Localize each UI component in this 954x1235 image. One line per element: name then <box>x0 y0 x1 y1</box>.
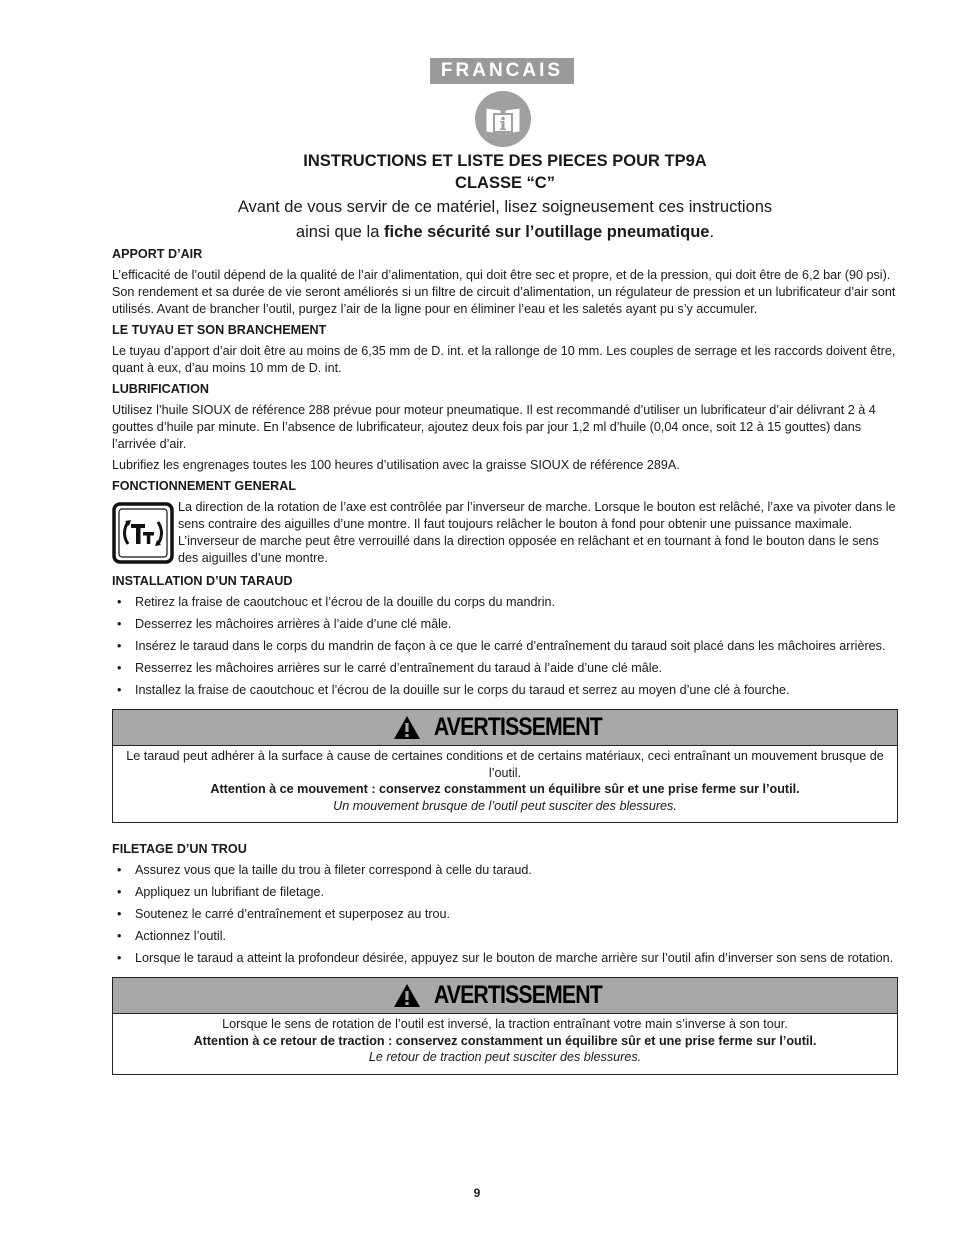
language-banner: FRANCAIS <box>430 58 574 84</box>
warning-triangle-icon <box>393 983 421 1008</box>
section-text: Le tuyau d’apport d’air doit être au moins de 6,35 mm de D. int. et la rallonge de 10 mm. Les couples de serrage et les raccords doivent être, quant à eux, d’au moins 10 mm de D. int. <box>112 344 896 375</box>
section-heading: LE TUYAU ET SON BRANCHEMENT <box>112 323 327 337</box>
document-class: CLASSE “C” <box>455 174 555 192</box>
section-heading: INSTALLATION D’UN TARAUD <box>112 574 293 588</box>
warning-title: AVERTISSEMENT <box>433 713 603 741</box>
list-item: • Assurez vous que la taille du trou à fileter correspond à celle du taraud. <box>117 863 532 877</box>
list-item: • Installez la fraise de caoutchouc et l’écrou de la douille sur le corps du taraud et serrez au moyen d’une clé à fourche. <box>117 683 790 697</box>
section-text: Utilisez l’huile SIOUX de référence 288 prévue pour moteur pneumatique. Il est recommandé d’utiliser un lubrificateur d’air délivrant 2 à 4 gouttes d’huile par minute. En l’absence de lubrificateur, ajoutez deux fois par jour 1,2 ml d’huile (0,04 once, soit 12 à 15 gouttes) dans l’arrivée d’air. <box>112 403 876 451</box>
warning-box-sudden-movement <box>112 709 898 823</box>
warning-body <box>113 746 897 822</box>
warning-title: AVERTISSEMENT <box>433 981 603 1009</box>
section-air-supply <box>112 246 898 318</box>
safety-sheet-reference: fiche sécurité sur l’outillage pneumatique <box>383 223 710 241</box>
warning-header <box>113 710 897 746</box>
list-item: • Soutenez le carré d’entraînement et superposez au trou. <box>117 907 451 921</box>
warning-triangle-icon <box>393 715 421 740</box>
list-item: • Retirez la fraise de caoutchouc et l’écrou de la douille du corps du mandrin. <box>117 595 556 609</box>
list-item: • Resserrez les mâchoires arrières sur le carré d’entraînement du taraud à l’aide d’une clé mâle. <box>117 661 663 675</box>
warning-body <box>113 1014 897 1074</box>
warning-consequence: Le retour de traction peut susciter des blessures. <box>368 1050 642 1064</box>
warning-header <box>113 978 897 1014</box>
warning-caution: Attention à ce mouvement : conservez constamment un équilibre sûr et une prise ferme sur l’outil. <box>210 782 800 796</box>
page-number: 9 <box>473 1186 481 1200</box>
warning-text: Lorsque le sens de rotation de l’outil est inversé, la traction entraînant votre main s’inverse à son tour. <box>222 1017 788 1031</box>
list-item: • Appliquez un lubrifiant de filetage. <box>117 885 325 899</box>
section-lubrication <box>112 381 898 474</box>
section-heading: FONCTIONNEMENT GENERAL <box>112 479 297 493</box>
subtitle-line-2: ainsi que la fiche sécurité sur l’outillage pneumatique. <box>295 223 715 241</box>
reverse-direction-icon <box>112 502 174 564</box>
list-item: • Lorsque le taraud a atteint la profondeur désirée, appuyez sur le bouton de marche arrière sur l’outil afin d’inverser son sens de rotation. <box>117 951 894 965</box>
section-heading: APPORT D’AIR <box>112 247 203 261</box>
section-text: Lubrifiez les engrenages toutes les 100 heures d’utilisation avec la graisse SIOUX de référence 289A. <box>112 458 680 472</box>
section-text: L’efficacité de l’outil dépend de la qualité de l’air d’alimentation, qui doit être sec et propre, et de la pression, qui doit être de 6,2 bar (90 psi). Son rendement et sa durée de vie seront améliorés si un filtre de circuit d’alimentation, un régulateur de pression et un lubrificateur d’air sont utilisés. Avant de brancher l’outil, purgez l’air de la ligne pour en éliminer l’eau et les saletés ayant pu s’y accumuler. <box>112 268 896 316</box>
warning-box-torque-reaction <box>112 977 898 1075</box>
list-item: • Actionnez l’outil. <box>117 929 227 943</box>
tap-install-steps <box>112 594 898 699</box>
warning-consequence: Un mouvement brusque de l’outil peut susciter des blessures. <box>333 798 677 813</box>
document-body <box>112 246 898 1075</box>
document-title: INSTRUCTIONS ET LISTE DES PIECES POUR TP9A <box>303 152 707 170</box>
warning-text: Le taraud peut adhérer à la surface à cause de certaines conditions et de certains matériaux, ceci entraînant un mouvement brusque de l’outil. <box>126 749 884 780</box>
document-header <box>112 150 898 244</box>
warning-caution: Attention à ce retour de traction : conservez constamment un équilibre sûr et une prise ferme sur l’outil. <box>193 1033 817 1048</box>
section-tap-install <box>112 573 898 699</box>
subtitle-line-1: Avant de vous servir de ce matériel, lisez soigneusement ces instructions <box>237 198 773 216</box>
section-heading: FILETAGE D’UN TROU <box>112 842 247 856</box>
section-heading: LUBRIFICATION <box>112 382 210 396</box>
section-hose <box>112 322 898 377</box>
section-text: La direction de la rotation de l’axe est contrôlée par l’inverseur de marche. Lorsque le bouton est relâché, l’axe va pivoter dans le sens contraire des aiguilles d’une montre. Il faut toujours relâcher le bouton à fond pour obtenir une puissance maximale. L’inverseur de marche peut être verrouillé dans la direction opposée en relâchant et en tournant à fond le bouton dans le sens des aiguilles d’une montre. <box>178 500 896 565</box>
info-manual-icon <box>474 90 532 148</box>
section-threading <box>112 841 898 967</box>
list-item: • Insérez le taraud dans le corps du mandrin de façon à ce que le carré d’entraînement du taraud soit placé dans les mâchoires arrières. <box>117 639 886 653</box>
section-operation <box>112 478 898 571</box>
list-item: • Desserrez les mâchoires arrières à l’aide d’une clé mâle. <box>117 617 452 631</box>
threading-steps <box>112 862 898 967</box>
